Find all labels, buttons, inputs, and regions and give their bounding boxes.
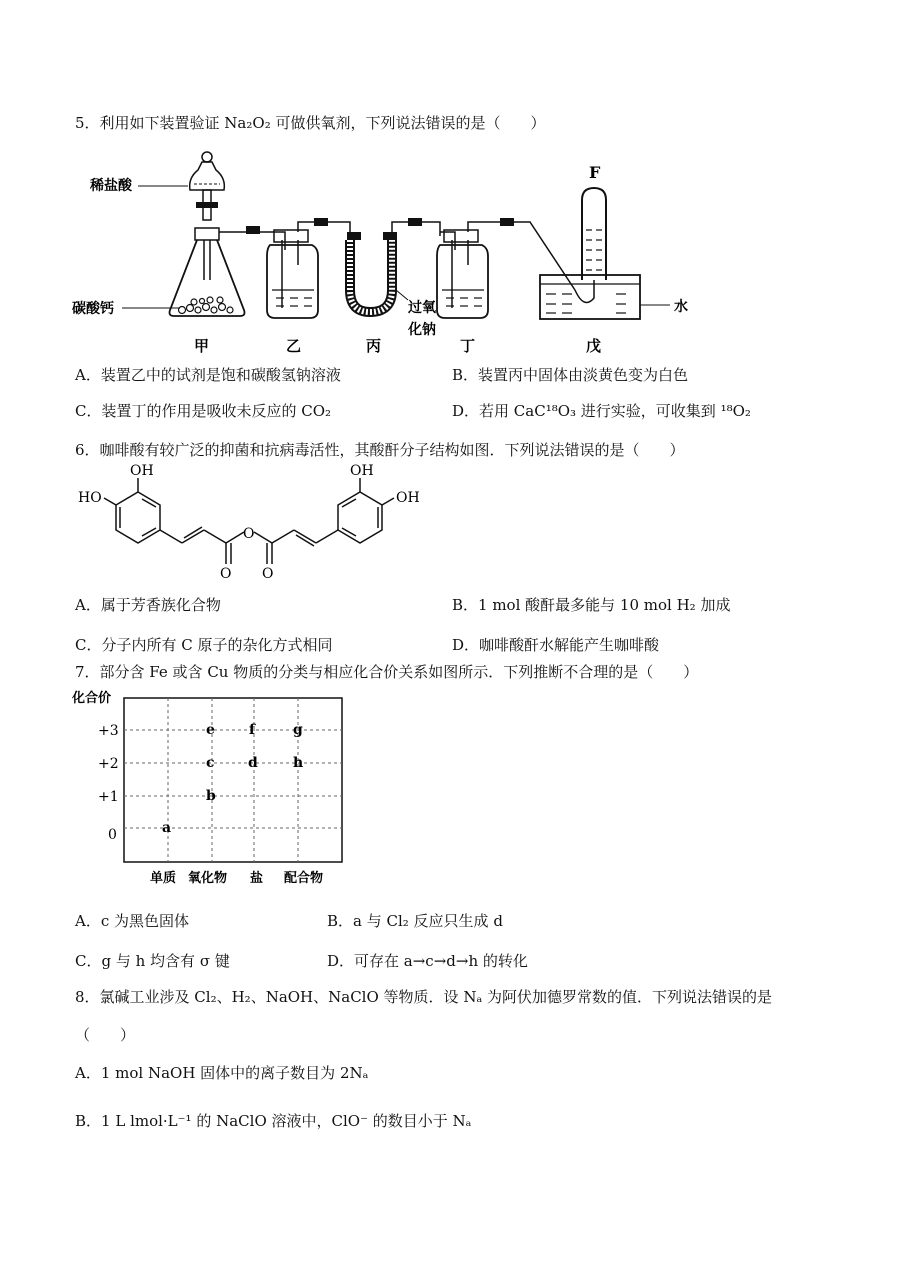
q6-option-d: D．咖啡酸酐水解能产生咖啡酸 — [452, 636, 660, 654]
q7-option-a: A．c 为黑色固体 — [75, 912, 190, 930]
ytick-plus2: +2 — [98, 756, 119, 772]
label-bing: 丙 — [366, 337, 382, 355]
label-calcium-carbonate: 碳酸钙 — [72, 301, 114, 317]
q8-stem: 8．氯碱工业涉及 Cl₂、H₂、NaOH、NaClO 等物质．设 Nₐ 为阿伏加德罗常数的值．下列说法错误的是 — [75, 988, 772, 1006]
q6-option-c: C．分子内所有 C 原子的杂化方式相同 — [75, 636, 333, 654]
ytick-plus3: +3 — [98, 723, 119, 739]
q6-stem: 6．咖啡酸有较广泛的抑菌和抗病毒活性，其酸酐分子结构如图．下列说法错误的是（ ） — [75, 441, 685, 459]
q7-stem: 7．部分含 Fe 或含 Cu 物质的分类与相应化合价关系如图所示．下列推断不合理的是（ ） — [75, 663, 699, 681]
q5-option-d: D．若用 CaC¹⁸O₃ 进行实验，可收集到 ¹⁸O₂ — [452, 402, 751, 420]
chart-ylabel: 化合价 — [72, 691, 112, 706]
q6-option-a: A．属于芳香族化合物 — [75, 596, 221, 614]
label-sodium-peroxide-2: 化钠 — [408, 322, 436, 338]
q5-option-a: A．装置乙中的试剂是饱和碳酸氢钠溶液 — [75, 366, 341, 384]
label-tube-f: F — [589, 163, 601, 182]
label-yi: 乙 — [286, 337, 302, 355]
label-water: 水 — [674, 299, 688, 315]
q6-caffeic-anhydride-structure — [78, 462, 438, 582]
label-o-carbonyl-right: O — [262, 566, 274, 582]
label-wu: 戊 — [586, 337, 602, 355]
q7-valence-chart — [72, 688, 372, 888]
q5-stem: 5．利用如下装置验证 Na₂O₂ 可做供氧剂，下列说法错误的是（ ） — [75, 114, 546, 132]
label-sodium-peroxide-1: 过氧 — [408, 300, 436, 316]
point-h: h — [293, 755, 304, 771]
q5-apparatus-diagram — [70, 140, 790, 370]
apparatus-bing — [347, 218, 440, 338]
label-oh-right-top: OH — [350, 463, 374, 479]
apparatus-wu — [540, 163, 688, 319]
q6-option-b: B．1 mol 酸酐最多能与 10 mol H₂ 加成 — [452, 596, 731, 614]
q5-option-b: B．装置丙中固体由淡黄色变为白色 — [452, 366, 689, 384]
point-c: c — [206, 755, 215, 771]
q8-option-b: B．1 L lmol·L⁻¹ 的 NaClO 溶液中，ClO⁻ 的数目小于 Nₐ — [75, 1112, 472, 1130]
point-b: b — [206, 788, 216, 804]
xlabel-oxide: 氧化物 — [188, 871, 228, 886]
point-g: g — [293, 722, 303, 738]
q7-option-c: C．g 与 h 均含有 σ 键 — [75, 952, 230, 970]
apparatus-yi — [267, 218, 350, 318]
q7-option-b: B．a 与 Cl₂ 反应只生成 d — [327, 912, 503, 930]
label-ding: 丁 — [460, 337, 476, 355]
xlabel-elemental: 单质 — [150, 871, 177, 886]
label-ho-left: HO — [78, 490, 102, 506]
label-oh-right: OH — [396, 490, 420, 506]
label-o-bridge: O — [243, 526, 255, 542]
point-e: e — [206, 722, 215, 738]
point-f: f — [249, 722, 256, 738]
label-jia: 甲 — [194, 337, 210, 355]
label-dilute-hcl: 稀盐酸 — [90, 178, 132, 194]
q5-option-c: C．装置丁的作用是吸收未反应的 CO₂ — [75, 402, 332, 420]
ytick-plus1: +1 — [98, 789, 119, 805]
q8-answer-paren: （ ） — [75, 1026, 136, 1044]
apparatus-ding — [437, 218, 575, 318]
label-o-carbonyl-left: O — [220, 566, 232, 582]
point-d: d — [248, 755, 258, 771]
q8-option-a: A．1 mol NaOH 固体中的离子数目为 2Nₐ — [75, 1064, 369, 1082]
xlabel-salt: 盐 — [250, 871, 264, 886]
label-oh-left: OH — [130, 463, 154, 479]
ytick-zero: 0 — [108, 827, 117, 843]
q7-option-d: D．可存在 a→c→d→h 的转化 — [327, 952, 528, 970]
xlabel-complex: 配合物 — [284, 871, 324, 886]
point-a: a — [162, 820, 172, 836]
